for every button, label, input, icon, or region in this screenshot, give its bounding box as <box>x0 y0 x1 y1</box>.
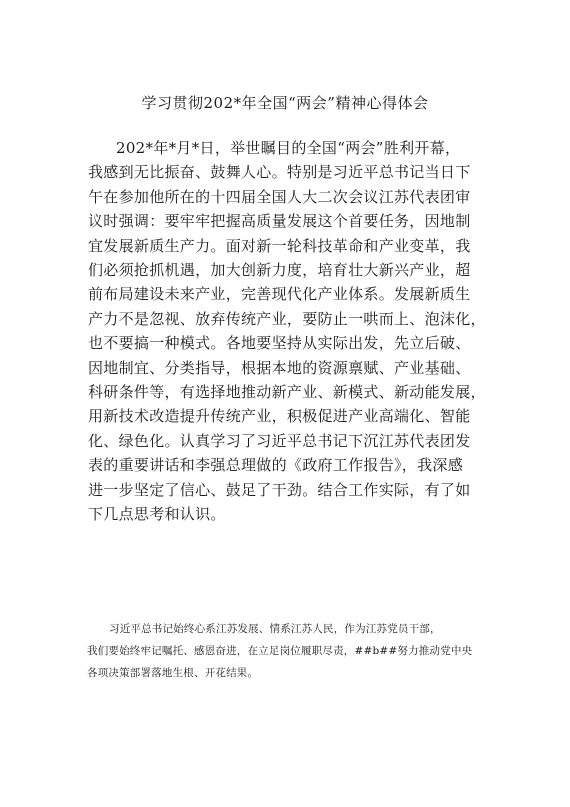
paragraph-line: 我们要始终牢记嘱托、感恩奋进，在立足岗位履职尽责，##b##努力推动党中央 <box>87 645 473 657</box>
paragraph-line: 宜发展新质生产力。面对新一轮科技革命和产业变革，我 <box>88 236 471 255</box>
paragraph-line: 用新技术改造提升传统产业，积极促进产业高端化、智能 <box>88 407 471 426</box>
paragraph-line: 习近平总书记始终心系江苏发展、情系江苏人民，作为江苏党员干部， <box>109 623 441 635</box>
document-title: 学习贯彻202*年全国“两会”精神心得体会 <box>141 94 429 112</box>
paragraph-line: 因地制宜、分类指导，根据本地的资源禀赋、产业基础、 <box>88 358 471 377</box>
paragraph-line: 我感到无比振奋、鼓舞人心。特别是习近平总书记当日下 <box>88 163 471 182</box>
paragraph-line: 午在参加他所在的十四届全国人大二次会议江苏代表团审 <box>88 187 471 206</box>
paragraph-line: 化、绿色化。认真学习了习近平总书记下沉江苏代表团发 <box>88 431 471 450</box>
paragraph-line: 们必须抢抓机遇，加大创新力度，培育壮大新兴产业，超 <box>88 261 471 280</box>
paragraph-line: 前布局建设未来产业，完善现代化产业体系。发展新质生 <box>88 285 471 304</box>
main-paragraph <box>88 136 493 527</box>
paragraph-line: 科研条件等，有选择地推动新产业、新模式、新动能发展， <box>88 383 486 402</box>
paragraph-line: 202*年*月*日，举世瞩目的全国“两会”胜利开幕， <box>116 139 461 157</box>
paragraph-line: 议时强调：要牢牢把握高质量发展这个首要任务，因地制 <box>88 212 471 231</box>
paragraph-line: 下几点思考和认识。 <box>88 505 226 524</box>
paragraph-line: 各项决策部署落地生根、开花结果。 <box>87 667 259 679</box>
paragraph-line: 进一步坚定了信心、鼓足了干劲。结合工作实际，有了如 <box>88 480 471 499</box>
secondary-paragraph <box>87 618 492 684</box>
paragraph-line: 表的重要讲话和李强总理做的《政府工作报告》，我深感 <box>88 456 464 475</box>
paragraph-line: 产力不是忽视、放弃传统产业，要防止一哄而上、泡沫化， <box>88 309 486 328</box>
paragraph-line: 也不要搞一种模式。各地要坚持从实际出发，先立后破、 <box>88 334 471 353</box>
